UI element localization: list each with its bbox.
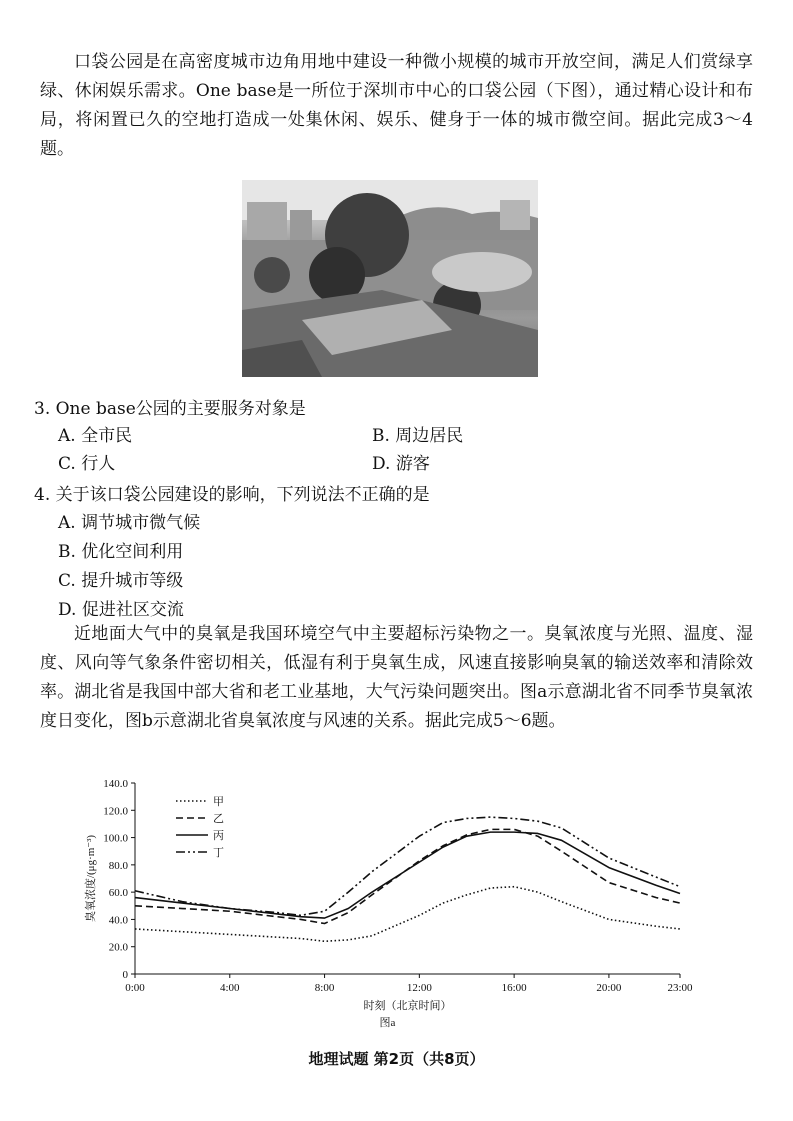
x-tick-label: 16:00 (501, 982, 527, 994)
x-axis-label: 时刻（北京时间） (363, 1000, 452, 1012)
y-tick-label: 100.0 (103, 832, 128, 845)
legend-label: 丁 (213, 846, 224, 859)
question-4-stem: 4. 关于该口袋公园建设的影响，下列说法不正确的是 (34, 485, 430, 505)
chart-legend (176, 795, 224, 859)
series-line-乙 (135, 829, 680, 923)
x-tick-label: 12:00 (406, 982, 432, 994)
y-tick-label: 40.0 (108, 914, 128, 927)
q4-option-b: B. 优化空间利用 (58, 542, 184, 562)
legend-label: 丙 (213, 829, 224, 842)
chart-title: 图a (379, 1017, 396, 1029)
question-3-stem: 3. One base公园的主要服务对象是 (34, 399, 306, 419)
q4-option-c: C. 提升城市等级 (58, 571, 184, 591)
chart-axes (103, 778, 693, 994)
ozone-chart (80, 775, 710, 1035)
intro-paragraph-ozone: 近地面大气中的臭氧是我国环境空气中主要超标污染物之一。臭氧浓度与光照、温度、湿度、风向等气象条件密切相关，低湿有利于臭氧生成，风速直接影响臭氧的输送效率和清除效率。湖北省是我国中部大省和老工业基地，大气污染问题突出。图a示意湖北省不同季节臭氧浓度日变化，图b示意湖北省臭氧浓度与风速的关系。据此完成5～6题。 (40, 624, 753, 731)
y-tick-label: 80.0 (108, 859, 128, 872)
y-tick-label: 20.0 (108, 941, 128, 954)
series-line-甲 (135, 887, 680, 942)
y-tick-label: 60.0 (108, 887, 128, 900)
y-axis-label: 臭氧浓度/(μg·m⁻³) (85, 834, 97, 923)
y-tick-label: 140.0 (103, 778, 128, 790)
q3-option-d: D. 游客 (372, 454, 430, 474)
legend-label: 乙 (213, 812, 224, 825)
x-tick-label: 8:00 (314, 982, 335, 994)
park-photo (242, 180, 538, 377)
y-tick-label: 120.0 (103, 805, 128, 818)
legend-label: 甲 (213, 795, 224, 808)
q3-option-a: A. 全市民 (58, 426, 133, 446)
q4-option-d: D. 促进社区交流 (58, 600, 184, 620)
x-tick-label: 20:00 (596, 982, 622, 994)
q3-option-c: C. 行人 (58, 454, 116, 474)
x-tick-label: 4:00 (220, 982, 240, 994)
y-tick-label: 0 (122, 969, 128, 981)
intro-paragraph-pocket-park: 口袋公园是在高密度城市边角用地中建设一种微小规模的城市开放空间，满足人们赏绿享绿、休闲娱乐需求。One base是一所位于深圳市中心的口袋公园（下图），通过精心设计和布局，将闲置已久的空地打造成一处集休闲、娱乐、健身于一体的城市微空间。据此完成3～4题。 (40, 52, 753, 159)
x-tick-label: 23:00 (667, 982, 693, 994)
page-footer: 地理试题 第2页（共8页） (308, 1050, 485, 1068)
park-photo-illustration (242, 180, 538, 377)
q4-option-a: A. 调节城市微气候 (58, 513, 201, 533)
q3-option-b: B. 周边居民 (372, 426, 464, 446)
x-tick-label: 0:00 (125, 982, 145, 994)
